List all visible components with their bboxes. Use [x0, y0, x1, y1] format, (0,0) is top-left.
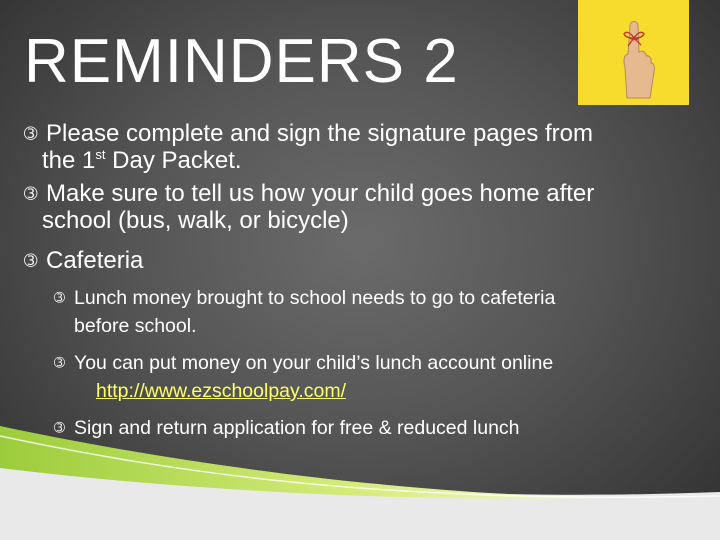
superscript-st: st	[95, 147, 106, 162]
sub-bullet-marker-icon: ➂	[54, 290, 65, 305]
slide-title: REMINDERS 2	[24, 27, 459, 96]
bullet-going-home	[24, 181, 694, 234]
sub-bullet-lunch-account	[54, 349, 694, 405]
bullet-marker-icon: ➂	[24, 186, 38, 203]
bullet-text: Cafeteria	[46, 247, 144, 274]
sub-bullet-marker-icon: ➂	[54, 420, 65, 435]
sub-bullet-text: Lunch money brought to school needs to go to cafeteria	[74, 287, 556, 309]
sub-bullet-lunch-money	[54, 284, 694, 340]
bullet-marker-icon: ➂	[24, 253, 38, 270]
sub-bullet-text: You can put money on your child’s lunch account online	[74, 352, 554, 374]
bullet-text-cont: the 1	[42, 147, 96, 174]
sub-bullet-text-cont: before school.	[74, 315, 197, 337]
bullet-cafeteria	[24, 248, 694, 275]
bullet-text: Make sure to tell us how your child goes home after	[46, 180, 595, 207]
ezschoolpay-link[interactable]: http://www.ezschoolpay.com/	[96, 380, 346, 402]
sub-bullet-text: Sign and return application for free & reduced lunch	[74, 417, 520, 439]
sub-bullet-marker-icon: ➂	[54, 355, 65, 370]
bullet-text-cont-end: Day Packet.	[105, 147, 242, 174]
bullet-marker-icon: ➂	[24, 126, 38, 143]
bullet-signature-pages	[24, 121, 694, 174]
bullet-text: Please complete and sign the signature pages from	[46, 120, 593, 147]
bullet-text-cont: school (bus, walk, or bicycle)	[42, 207, 349, 234]
sub-bullet-free-reduced-lunch	[54, 414, 694, 442]
